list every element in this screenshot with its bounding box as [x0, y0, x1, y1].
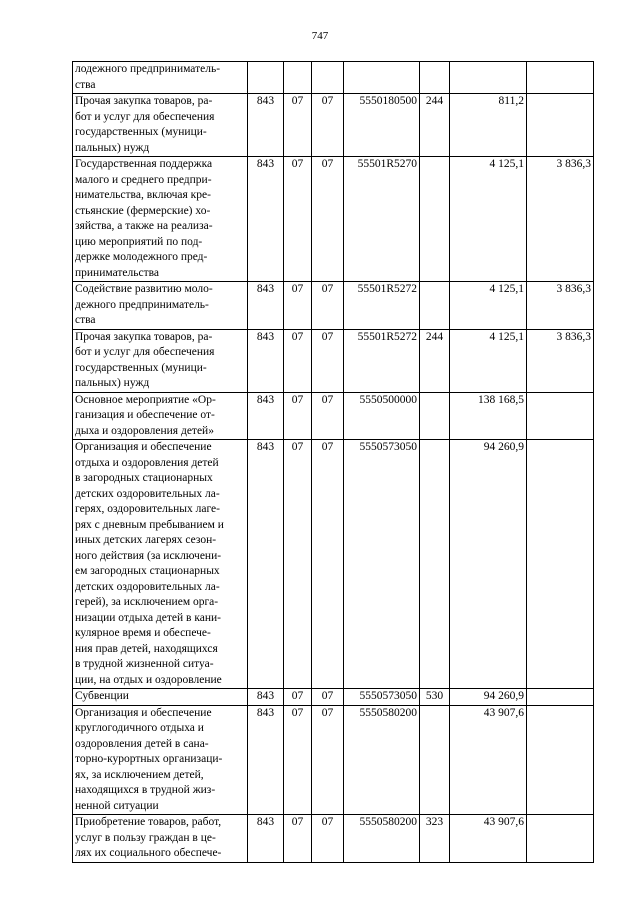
- ministry-code-cell: 843: [248, 157, 284, 282]
- section-code-cell: 07: [284, 705, 312, 815]
- item-name-line: ем загородных стационарных: [75, 565, 220, 577]
- item-name-line: Организация и обеспечение: [75, 441, 212, 453]
- item-name-cell: [73, 282, 248, 330]
- expense-type-cell: 530: [420, 689, 450, 706]
- ministry-code-cell: 843: [248, 689, 284, 706]
- subsection-code-cell: 07: [312, 282, 344, 330]
- item-name-cell: [73, 329, 248, 392]
- item-name-line: герях, оздоровительных лаге-: [75, 503, 220, 515]
- section-code-cell: 07: [284, 282, 312, 330]
- item-name-line: цию мероприятий по под-: [75, 235, 203, 248]
- amount-cell: 94 260,9: [450, 440, 527, 689]
- amount-cell: 4 125,1: [450, 329, 527, 392]
- item-name-line: круглогодичного отдыха и: [75, 722, 204, 734]
- item-name-line: зяйства, а также на реализа-: [75, 220, 213, 232]
- item-name-line: ства: [75, 78, 96, 91]
- section-code-cell: 07: [284, 329, 312, 392]
- ministry-code-cell: 843: [248, 705, 284, 815]
- item-name-line: в загородных стационарных: [75, 472, 213, 484]
- target-article-cell: 5550573050: [344, 440, 420, 689]
- amount-cell: 43 907,6: [450, 705, 527, 815]
- subsection-code-cell: 07: [312, 94, 344, 157]
- budget-table: [72, 61, 594, 863]
- item-name-cell: [73, 440, 248, 689]
- page-number: 747: [311, 30, 329, 42]
- item-name-line: Прочая закупка товаров, ра-: [75, 95, 213, 107]
- section-code-cell: 07: [284, 157, 312, 282]
- amount-cell: 43 907,6: [450, 815, 527, 863]
- expense-type-cell: [420, 440, 450, 689]
- target-article-cell: 5550573050: [344, 689, 420, 706]
- table-row: [73, 815, 594, 863]
- item-name-line: государственных (муници-: [75, 361, 207, 374]
- item-name-line: пальных) нужд: [75, 377, 150, 389]
- table-row: [73, 392, 594, 440]
- item-name-line: малого и среднего предпри-: [75, 173, 212, 186]
- subsection-code-cell: 07: [312, 157, 344, 282]
- expense-type-cell: [420, 62, 450, 94]
- item-name-line: низации отдыха детей в кани-: [75, 611, 221, 624]
- federal-amount-cell: [527, 94, 594, 157]
- section-code-cell: [284, 62, 312, 94]
- item-name-line: бот и услуг для обеспечения: [75, 346, 215, 358]
- table-row: [73, 329, 594, 392]
- amount-cell: [450, 62, 527, 94]
- amount-cell: 138 168,5: [450, 392, 527, 440]
- item-name-line: ях, за исключением детей,: [75, 768, 204, 781]
- item-name-line: Основное мероприятие «Ор-: [75, 393, 216, 406]
- item-name-cell: [73, 62, 248, 94]
- section-code-cell: 07: [284, 94, 312, 157]
- section-code-cell: 07: [284, 815, 312, 863]
- item-name-cell: [73, 392, 248, 440]
- expense-type-cell: [420, 282, 450, 330]
- item-name-line: нимательства, включая кре-: [75, 189, 211, 201]
- item-name-line: иных детских лагерях сезон-: [75, 534, 217, 546]
- item-name-line: в трудной жизненной ситуа-: [75, 658, 214, 670]
- item-name-line: рях с дневным пребыванием и: [75, 518, 224, 531]
- item-name-cell: [73, 689, 248, 706]
- subsection-code-cell: 07: [312, 329, 344, 392]
- table-row: [73, 62, 594, 94]
- item-name-line: пальных) нужд: [75, 141, 150, 154]
- expense-type-cell: 244: [420, 329, 450, 392]
- ministry-code-cell: 843: [248, 392, 284, 440]
- item-name-line: детских оздоровительных ла-: [75, 487, 220, 500]
- target-article-cell: 5550580200: [344, 705, 420, 815]
- federal-amount-cell: [527, 392, 594, 440]
- item-name-line: герей), за исключением орга-: [75, 596, 219, 608]
- subsection-code-cell: 07: [312, 815, 344, 863]
- item-name-line: Государственная поддержка: [75, 158, 213, 170]
- table-row: [73, 282, 594, 330]
- target-article-cell: 55501R5272: [344, 329, 420, 392]
- item-name-line: лодежного предприниматель-: [75, 63, 221, 75]
- expense-type-cell: [420, 392, 450, 440]
- item-name-line: ненной ситуации: [75, 799, 159, 812]
- expense-type-cell: [420, 157, 450, 282]
- item-name-line: торно-курортных организаци-: [75, 753, 223, 765]
- subsection-code-cell: [312, 62, 344, 94]
- item-name-line: дежного предприниматель-: [75, 298, 209, 311]
- item-name-line: принимательства: [75, 266, 159, 279]
- federal-amount-cell: [527, 689, 594, 706]
- item-name-line: оздоровления детей в сана-: [75, 737, 209, 750]
- target-article-cell: [344, 62, 420, 94]
- item-name-line: ния прав детей, находящихся: [75, 642, 218, 655]
- item-name-line: бот и услуг для обеспечения: [75, 110, 215, 123]
- table-row: [73, 94, 594, 157]
- federal-amount-cell: 3 836,3: [527, 282, 594, 330]
- expense-type-cell: 323: [420, 815, 450, 863]
- amount-cell: 811,2: [450, 94, 527, 157]
- item-name-line: отдыха и оздоровления детей: [75, 456, 219, 469]
- section-code-cell: 07: [284, 689, 312, 706]
- amount-cell: 4 125,1: [450, 282, 527, 330]
- ministry-code-cell: 843: [248, 815, 284, 863]
- ministry-code-cell: 843: [248, 94, 284, 157]
- item-name-line: кулярное время и обеспече-: [75, 627, 211, 639]
- target-article-cell: 5550500000: [344, 392, 420, 440]
- ministry-code-cell: 843: [248, 282, 284, 330]
- target-article-cell: 55501R5270: [344, 157, 420, 282]
- item-name-line: Приобретение товаров, работ,: [75, 816, 222, 828]
- item-name-line: Организация и обеспечение: [75, 706, 212, 719]
- item-name-line: находящихся в трудной жиз-: [75, 784, 216, 796]
- item-name-line: лях их социального обеспече-: [75, 847, 222, 859]
- item-name-line: ции, на отдых и оздоровление: [75, 673, 222, 686]
- table-row: [73, 689, 594, 706]
- federal-amount-cell: [527, 705, 594, 815]
- item-name-cell: [73, 705, 248, 815]
- amount-cell: 94 260,9: [450, 689, 527, 706]
- section-code-cell: 07: [284, 440, 312, 689]
- section-code-cell: 07: [284, 392, 312, 440]
- subsection-code-cell: 07: [312, 440, 344, 689]
- item-name-line: государственных (муници-: [75, 126, 207, 138]
- target-article-cell: 55501R5272: [344, 282, 420, 330]
- item-name-line: Субвенции: [75, 690, 129, 702]
- expense-type-cell: 244: [420, 94, 450, 157]
- item-name-line: дыха и оздоровления детей»: [75, 424, 214, 437]
- item-name-line: Содействие развитию моло-: [75, 283, 213, 295]
- item-name-line: детских оздоровительных ла-: [75, 580, 220, 593]
- subsection-code-cell: 07: [312, 392, 344, 440]
- federal-amount-cell: 3 836,3: [527, 157, 594, 282]
- ministry-code-cell: [248, 62, 284, 94]
- item-name-line: ганизация и обеспечение от-: [75, 409, 215, 421]
- federal-amount-cell: [527, 440, 594, 689]
- item-name-line: стьянские (фермерские) хо-: [75, 204, 211, 217]
- ministry-code-cell: 843: [248, 329, 284, 392]
- item-name-cell: [73, 157, 248, 282]
- target-article-cell: 5550580200: [344, 815, 420, 863]
- subsection-code-cell: 07: [312, 705, 344, 815]
- table-row: [73, 157, 594, 282]
- item-name-line: Прочая закупка товаров, ра-: [75, 330, 213, 343]
- amount-cell: 4 125,1: [450, 157, 527, 282]
- item-name-line: ного действия (за исключени-: [75, 549, 222, 562]
- federal-amount-cell: 3 836,3: [527, 329, 594, 392]
- federal-amount-cell: [527, 62, 594, 94]
- ministry-code-cell: 843: [248, 440, 284, 689]
- item-name-line: ства: [75, 314, 96, 326]
- item-name-cell: [73, 94, 248, 157]
- federal-amount-cell: [527, 815, 594, 863]
- item-name-line: услуг в пользу граждан в це-: [75, 831, 216, 844]
- item-name-line: держке молодежного пред-: [75, 251, 208, 263]
- target-article-cell: 5550180500: [344, 94, 420, 157]
- item-name-cell: [73, 815, 248, 863]
- expense-type-cell: [420, 705, 450, 815]
- table-row: [73, 705, 594, 815]
- table-row: [73, 440, 594, 689]
- subsection-code-cell: 07: [312, 689, 344, 706]
